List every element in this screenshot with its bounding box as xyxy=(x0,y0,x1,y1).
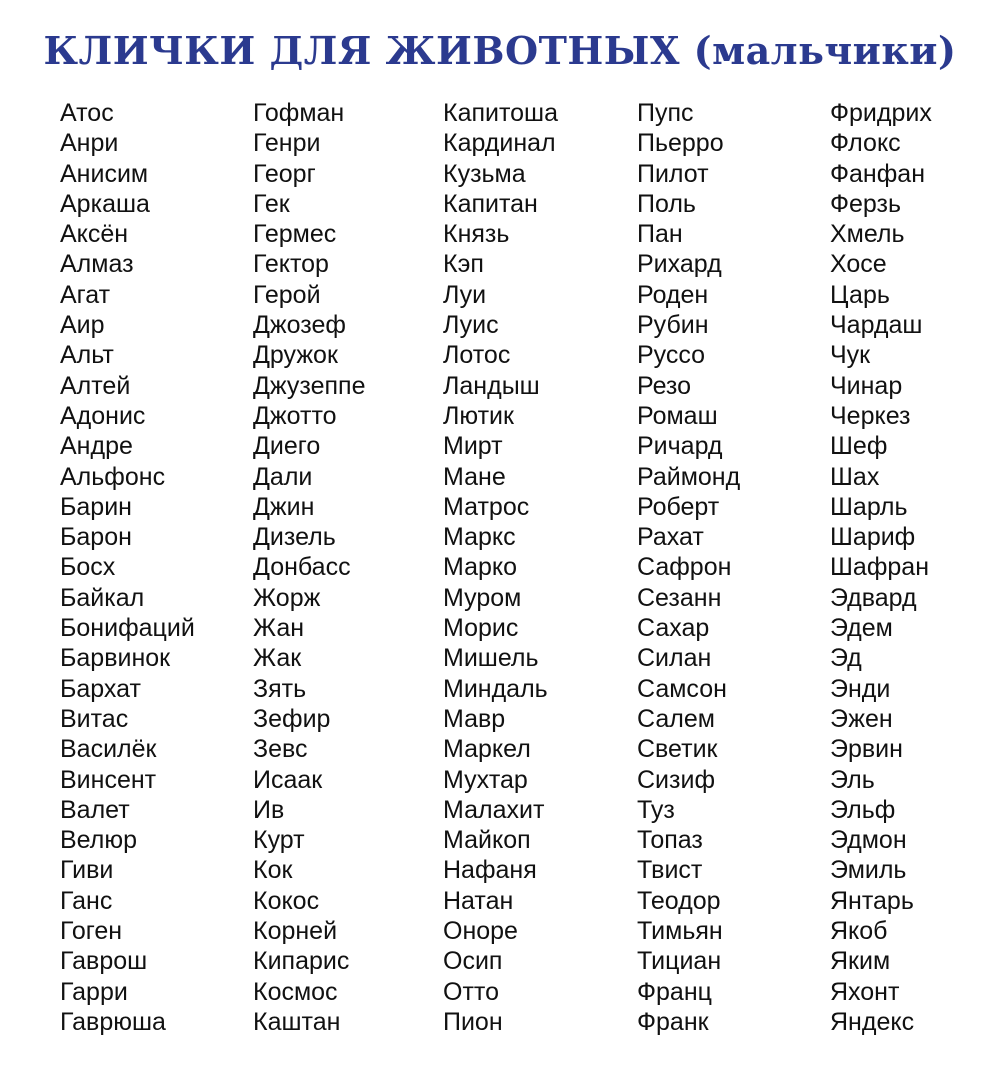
name-item: Мавр xyxy=(443,704,506,733)
name-item: Дружок xyxy=(253,341,338,370)
name-item: Жан xyxy=(253,614,305,643)
name-item: Гарри xyxy=(60,977,128,1006)
name-item: Ричард xyxy=(637,432,723,461)
names-column-1 xyxy=(60,98,195,1037)
name-item: Диего xyxy=(253,432,321,461)
name-item: Анисим xyxy=(60,159,149,188)
name-item: Джин xyxy=(253,492,315,521)
name-item: Дизель xyxy=(253,523,336,552)
name-item: Адонис xyxy=(60,401,146,430)
name-item: Марко xyxy=(443,553,518,582)
name-item: Чинар xyxy=(830,371,903,400)
name-item: Василёк xyxy=(60,735,157,764)
name-item: Эд xyxy=(830,644,862,673)
name-item: Гермес xyxy=(253,220,337,249)
name-item: Космос xyxy=(253,977,338,1006)
name-item: Пион xyxy=(443,1007,503,1036)
name-item: Бархат xyxy=(60,674,141,703)
name-item: Бонифаций xyxy=(60,614,195,643)
name-item: Ив xyxy=(253,795,285,824)
name-item: Руссо xyxy=(637,341,706,370)
name-item: Янтарь xyxy=(830,886,914,915)
name-item: Осип xyxy=(443,947,503,976)
name-item: Курт xyxy=(253,826,305,855)
name-item: Джозеф xyxy=(253,311,346,340)
name-item: Гаврош xyxy=(60,947,148,976)
name-item: Дали xyxy=(253,462,313,491)
name-item: Кэп xyxy=(443,250,484,279)
name-item: Мирт xyxy=(443,432,503,461)
name-item: Луис xyxy=(443,311,499,340)
name-item: Барвинок xyxy=(60,644,171,673)
name-item: Франк xyxy=(637,1007,709,1036)
name-item: Пупс xyxy=(637,99,694,127)
name-item: Гаврюша xyxy=(60,1007,166,1036)
names-column-5 xyxy=(830,98,932,1037)
name-item: Рихард xyxy=(637,250,722,279)
name-item: Ферзь xyxy=(830,189,902,218)
name-item: Поль xyxy=(637,189,696,218)
name-item: Гиви xyxy=(60,856,114,885)
name-item: Сизиф xyxy=(637,765,716,794)
name-item: Князь xyxy=(443,220,510,249)
name-item: Гофман xyxy=(253,99,345,127)
name-item: Роберт xyxy=(637,492,720,521)
name-item: Топаз xyxy=(637,826,703,855)
name-item: Генри xyxy=(253,129,321,158)
name-item: Шарль xyxy=(830,492,908,521)
name-item: Шариф xyxy=(830,523,916,552)
name-item: Сезанн xyxy=(637,583,722,612)
name-item: Нафаня xyxy=(443,856,537,885)
name-item: Аксён xyxy=(60,220,129,249)
name-item: Черкез xyxy=(830,401,911,430)
name-item: Тимьян xyxy=(637,917,723,946)
name-item: Донбасс xyxy=(253,553,351,582)
name-item: Байкал xyxy=(60,583,145,612)
name-item: Кипарис xyxy=(253,947,350,976)
name-item: Мишель xyxy=(443,644,539,673)
name-item: Резо xyxy=(637,371,692,400)
name-item: Морис xyxy=(443,614,519,643)
name-item: Франц xyxy=(637,977,712,1006)
name-item: Миндаль xyxy=(443,674,548,703)
name-item: Матрос xyxy=(443,492,530,521)
name-item: Флокс xyxy=(830,129,901,158)
name-item: Фанфан xyxy=(830,159,925,188)
name-item: Шафран xyxy=(830,553,929,582)
name-item: Теодор xyxy=(637,886,721,915)
name-item: Пан xyxy=(637,220,683,249)
name-item: Ромаш xyxy=(637,401,718,430)
name-item: Рахат xyxy=(637,523,704,552)
name-item: Кокос xyxy=(253,886,320,915)
name-item: Зефир xyxy=(253,704,331,733)
name-item: Алмаз xyxy=(60,250,134,279)
name-item: Аркаша xyxy=(60,189,150,218)
name-item: Винсент xyxy=(60,765,157,794)
name-item: Гек xyxy=(253,189,290,218)
name-item: Раймонд xyxy=(637,462,741,491)
name-item: Лотос xyxy=(443,341,511,370)
name-item: Самсон xyxy=(637,674,727,703)
name-item: Ганс xyxy=(60,886,113,915)
name-item: Эрвин xyxy=(830,735,903,764)
name-item: Герой xyxy=(253,280,321,309)
name-item: Гоген xyxy=(60,917,123,946)
name-item: Георг xyxy=(253,159,316,188)
name-item: Лютик xyxy=(443,401,514,430)
name-item: Джотто xyxy=(253,401,337,430)
names-column-2 xyxy=(253,98,366,1037)
name-item: Отто xyxy=(443,977,499,1006)
name-item: Роден xyxy=(637,280,709,309)
name-item: Жорж xyxy=(253,583,321,612)
name-item: Босх xyxy=(60,553,116,582)
name-item: Сафрон xyxy=(637,553,732,582)
name-item: Якоб xyxy=(830,917,888,946)
name-item: Жак xyxy=(253,644,302,673)
name-item: Натан xyxy=(443,886,514,915)
name-item: Муром xyxy=(443,583,522,612)
name-item: Атос xyxy=(60,99,114,127)
name-item: Зевс xyxy=(253,735,308,764)
name-item: Кардинал xyxy=(443,129,556,158)
name-item: Мухтар xyxy=(443,765,528,794)
name-item: Анри xyxy=(60,129,119,158)
names-column-4 xyxy=(637,98,740,1037)
name-item: Малахит xyxy=(443,795,545,824)
name-item: Кузьма xyxy=(443,159,526,188)
name-item: Валет xyxy=(60,795,130,824)
name-item: Чардаш xyxy=(830,311,923,340)
name-item: Пьерро xyxy=(637,129,724,158)
name-item: Барин xyxy=(60,492,132,521)
name-item: Эмиль xyxy=(830,856,907,885)
name-item: Эдем xyxy=(830,614,893,643)
name-item: Андре xyxy=(60,432,133,461)
name-item: Силан xyxy=(637,644,712,673)
name-item: Капитан xyxy=(443,189,538,218)
name-item: Чук xyxy=(830,341,871,370)
name-item: Мане xyxy=(443,462,506,491)
name-item: Фридрих xyxy=(830,99,932,127)
name-item: Хмель xyxy=(830,220,905,249)
name-item: Яким xyxy=(830,947,891,976)
name-item: Ландыш xyxy=(443,371,540,400)
name-item: Твист xyxy=(637,856,703,885)
name-item: Барон xyxy=(60,523,132,552)
name-item: Зять xyxy=(253,674,307,703)
name-item: Кок xyxy=(253,856,293,885)
name-item: Рубин xyxy=(637,311,709,340)
name-item: Велюр xyxy=(60,826,137,855)
name-item: Шах xyxy=(830,462,880,491)
name-item: Альт xyxy=(60,341,114,370)
names-column-3 xyxy=(443,98,558,1037)
name-item: Эль xyxy=(830,765,875,794)
name-item: Джузеппе xyxy=(253,371,366,400)
name-item: Тициан xyxy=(637,947,722,976)
name-item: Гектор xyxy=(253,250,329,279)
name-item: Сахар xyxy=(637,614,710,643)
name-item: Корней xyxy=(253,917,338,946)
name-item: Царь xyxy=(830,280,890,309)
name-item: Эдвард xyxy=(830,583,917,612)
name-item: Капитоша xyxy=(443,99,559,127)
name-item: Энди xyxy=(830,674,891,703)
name-item: Светик xyxy=(637,735,718,764)
name-item: Яндекс xyxy=(830,1007,915,1036)
name-item: Эдмон xyxy=(830,826,907,855)
name-item: Каштан xyxy=(253,1007,341,1036)
name-item: Аир xyxy=(60,311,105,340)
name-item: Туз xyxy=(637,795,675,824)
name-item: Маркс xyxy=(443,523,516,552)
name-item: Маркел xyxy=(443,735,531,764)
name-item: Шеф xyxy=(830,432,888,461)
name-item: Оноре xyxy=(443,917,518,946)
name-item: Хосе xyxy=(830,250,887,279)
name-item: Эльф xyxy=(830,795,896,824)
name-item: Пилот xyxy=(637,159,709,188)
name-item: Витас xyxy=(60,704,129,733)
page-title: КЛИЧКИ ДЛЯ ЖИВОТНЫХ (мальчики) xyxy=(43,28,957,73)
name-item: Исаак xyxy=(253,765,323,794)
name-item: Алтей xyxy=(60,371,131,400)
name-item: Майкоп xyxy=(443,826,531,855)
name-item: Яхонт xyxy=(830,977,900,1006)
name-item: Эжен xyxy=(830,704,893,733)
name-item: Луи xyxy=(443,280,487,309)
name-item: Агат xyxy=(60,280,111,309)
name-item: Салем xyxy=(637,704,715,733)
name-item: Альфонс xyxy=(60,462,166,491)
